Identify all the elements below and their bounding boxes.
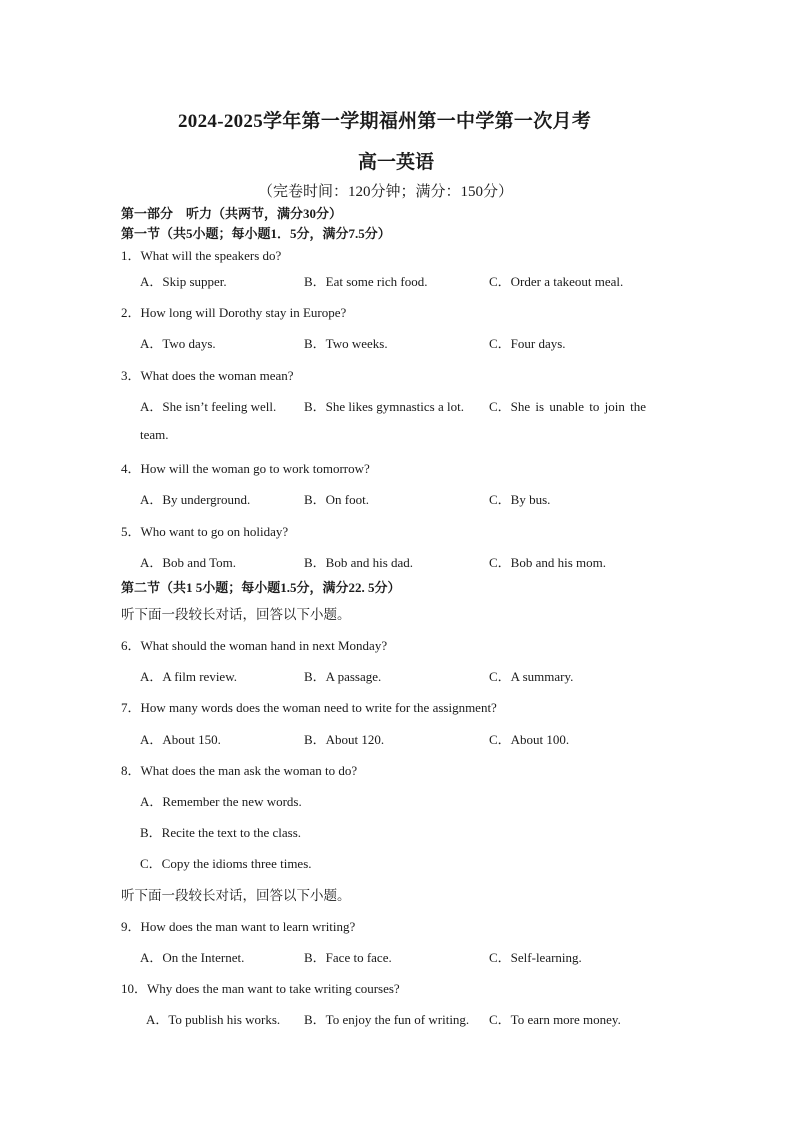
question-5-option-c: C．Bob and his mom. [489, 555, 607, 570]
question-3-option-a: A．She isn’t feeling well. [140, 399, 277, 414]
long-dialogue-instruction-1: 听下面一段较长对话，回答以下小题。 [121, 607, 351, 622]
question-9-option-b: B．Face to face. [304, 950, 392, 965]
part1-heading: 第一部分 听力（共两节，满分30分） [121, 206, 343, 221]
exam-title: 2024-2025学年第一学期福州第一中学第一次月考 [178, 111, 592, 132]
question-3-stem: 3．What does the woman mean? [121, 368, 294, 383]
question-8-option-b: B．Recite the text to the class. [140, 825, 302, 840]
question-7-option-c: C．About 100. [489, 732, 570, 747]
question-6-option-a: A．A film review. [140, 669, 237, 684]
question-9-stem: 9．How does the man want to learn writing? [121, 919, 356, 934]
question-10-option-b: B．To enjoy the fun of writing. [304, 1012, 470, 1027]
question-9-option-c: C．Self-learning. [489, 950, 582, 965]
question-1-stem: 1．What will the speakers do? [121, 248, 282, 263]
question-3-option-b: B．She likes gymnastics a lot. [304, 399, 464, 414]
question-7-option-a: A．About 150. [140, 732, 221, 747]
section2-heading: 第二节（共1 5小题；每小题1.5分，满分22. 5分） [121, 580, 401, 595]
question-5-option-b: B．Bob and his dad. [304, 555, 414, 570]
question-2-option-a: A．Two days. [140, 336, 216, 351]
question-2-option-b: B．Two weeks. [304, 336, 388, 351]
question-9-option-a: A．On the Internet. [140, 950, 245, 965]
question-4-option-b: B．On foot. [304, 492, 370, 507]
question-1-option-a: A．Skip supper. [140, 274, 227, 289]
question-4-stem: 4．How will the woman go to work tomorrow? [121, 461, 370, 476]
section1-heading: 第一节（共5小题；每小题1．5分，满分7.5分） [121, 226, 391, 241]
question-6-option-c: C．A summary. [489, 669, 574, 684]
question-7-stem: 7．How many words does the woman need to write for the assignment? [121, 700, 497, 715]
question-5-option-a: A．Bob and Tom. [140, 555, 236, 570]
question-1-option-b: B．Eat some rich food. [304, 274, 428, 289]
question-4-option-c: C．By bus. [489, 492, 551, 507]
question-6-stem: 6．What should the woman hand in next Monday? [121, 638, 388, 653]
question-10-stem: 10．Why does the man want to take writing courses? [121, 981, 400, 996]
question-3-option-c-continuation: team. [140, 427, 169, 442]
question-8-option-c: C．Copy the idioms three times. [140, 856, 312, 871]
question-2-stem: 2．How long will Dorothy stay in Europe? [121, 305, 347, 320]
question-8-option-a: A．Remember the new words. [140, 794, 302, 809]
subject-title: 高一英语 [358, 152, 435, 173]
question-10-option-a: A．To publish his works. [146, 1012, 281, 1027]
question-5-stem: 5．Who want to go on holiday? [121, 524, 289, 539]
question-6-option-b: B．A passage. [304, 669, 382, 684]
question-8-stem: 8．What does the man ask the woman to do? [121, 763, 358, 778]
question-4-option-a: A．By underground. [140, 492, 251, 507]
question-7-option-b: B．About 120. [304, 732, 385, 747]
exam-time-score: （完卷时间：120分钟；满分：150分） [258, 184, 514, 200]
question-1-option-c: C．Order a takeout meal. [489, 274, 624, 289]
question-2-option-c: C．Four days. [489, 336, 566, 351]
question-10-option-c: C．To earn more money. [489, 1012, 621, 1027]
question-3-option-c: C．She is unable to join the [489, 399, 646, 414]
long-dialogue-instruction-2: 听下面一段较长对话，回答以下小题。 [121, 888, 351, 903]
